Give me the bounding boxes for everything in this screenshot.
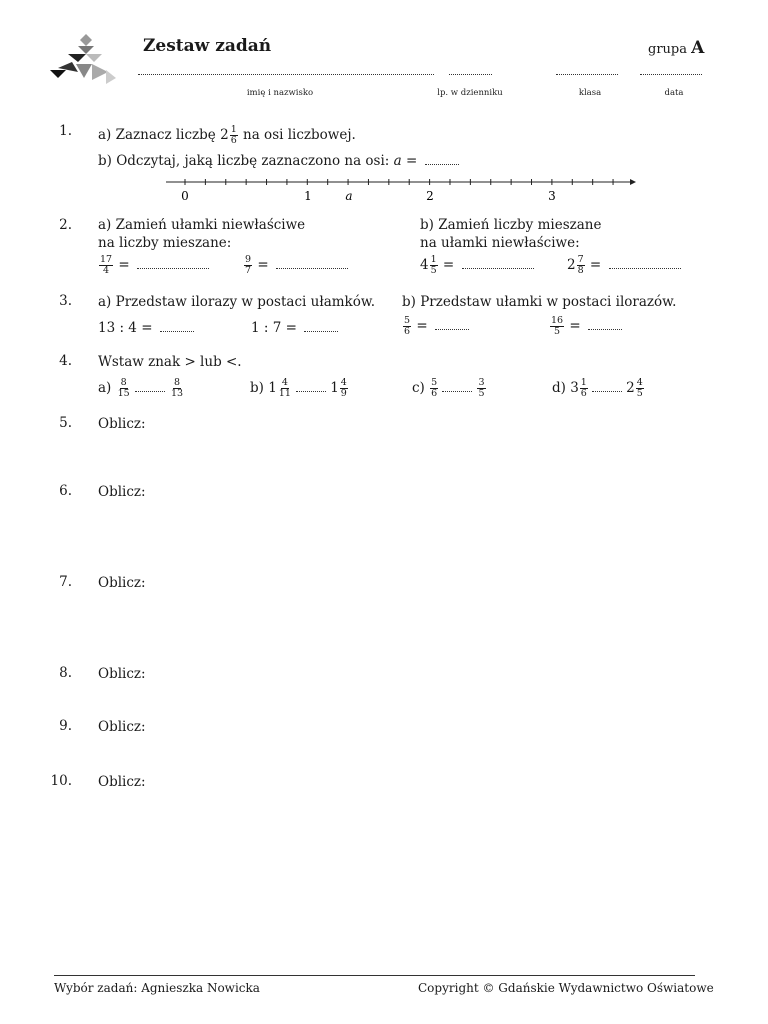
- task-9-number: 9.: [59, 718, 72, 734]
- answer-line[interactable]: [435, 329, 469, 330]
- numerator: 9: [245, 254, 252, 265]
- denominator: 6: [580, 388, 587, 399]
- task-3-number: 3.: [59, 293, 72, 309]
- task-1a-end: na osi liczbowej.: [238, 127, 356, 143]
- denominator: 11: [278, 388, 291, 399]
- task-1b: [98, 153, 459, 169]
- expression: 1 : 7 =: [251, 320, 302, 336]
- numerator: 17: [100, 254, 113, 265]
- fraction-denominator: 6: [230, 135, 237, 146]
- answer-line[interactable]: [609, 268, 681, 269]
- fraction: [403, 316, 411, 337]
- fraction: [430, 378, 438, 399]
- item-label: c): [412, 380, 425, 396]
- task-10-text: Oblicz:: [98, 774, 146, 790]
- roll-number-field-line[interactable]: [449, 74, 492, 75]
- task-3b-item2: $\frac{16}{5}$ =: [549, 316, 622, 337]
- task-2b-item2: 2 $\frac{7}{8}$ =: [567, 255, 681, 276]
- task-5-text: Oblicz:: [98, 416, 146, 432]
- group-value: A: [691, 38, 705, 58]
- task-3b-text: b) Przedstaw ułamki w postaci ilorazów.: [402, 294, 677, 310]
- task-1b-variable: a: [393, 153, 402, 169]
- numerator: 5: [431, 377, 438, 388]
- task-1a: [98, 125, 356, 146]
- whole-part: 4: [420, 257, 429, 273]
- answer-line[interactable]: [304, 331, 338, 332]
- fraction: [244, 255, 252, 276]
- answer-line[interactable]: [462, 268, 534, 269]
- denominator: 6: [431, 388, 438, 399]
- task-1b-text: b) Odczytaj, jaką liczbę zaznaczono na osi:: [98, 153, 394, 169]
- group-label: [648, 38, 704, 58]
- numerator: 7: [577, 254, 584, 265]
- numerator: 1: [430, 254, 437, 265]
- denominator: 15: [117, 388, 130, 399]
- fraction: [170, 378, 184, 399]
- axis-label-0: 0: [181, 189, 189, 203]
- denominator: 5: [636, 388, 643, 399]
- footer-divider: [54, 975, 695, 976]
- fraction: [477, 378, 485, 399]
- date-field-label: data: [664, 88, 684, 98]
- axis-label-2: 2: [426, 189, 434, 203]
- answer-line[interactable]: [137, 268, 209, 269]
- number-line[interactable]: [160, 172, 640, 212]
- whole-part: 2: [567, 257, 576, 273]
- group-label-text: grupa: [648, 42, 687, 57]
- task-2b-item1: 4 $\frac{1}{5}$ =: [420, 255, 534, 276]
- numerator: 8: [120, 377, 127, 388]
- answer-line[interactable]: [588, 329, 622, 330]
- denominator: 8: [577, 265, 584, 276]
- task-4-number: 4.: [59, 353, 72, 369]
- task-2b-line2: na ułamki niewłaściwe:: [420, 235, 580, 251]
- task-8-number: 8.: [59, 665, 72, 681]
- denominator: 5: [478, 388, 485, 399]
- task-2a-line2: na liczby mieszane:: [98, 235, 232, 251]
- task-3a-text: a) Przedstaw ilorazy w postaci ułamków.: [98, 294, 376, 310]
- worksheet-title: Zestaw zadań: [143, 36, 272, 56]
- task-1a-fraction: [230, 125, 238, 146]
- roll-number-field-label: lp. w dzienniku: [437, 88, 503, 98]
- task-2a-item2: $\frac{9}{7}$ =: [243, 255, 348, 276]
- item-label: d) 3: [552, 380, 579, 396]
- denominator: 4: [103, 265, 110, 276]
- task-4c: [412, 378, 487, 399]
- task-3b-item1: $\frac{5}{6}$ =: [402, 316, 469, 337]
- fraction: [550, 316, 564, 337]
- answer-line[interactable]: [592, 391, 622, 392]
- fraction: [636, 378, 644, 399]
- fraction-numerator: 1: [230, 124, 237, 135]
- task-1a-text: a) Zaznacz liczbę 2: [98, 127, 229, 143]
- footer-author: Wybór zadań: Agnieszka Nowicka: [54, 981, 260, 995]
- task-2b-line1: b) Zamień liczby mieszane: [420, 217, 602, 233]
- denominator: 9: [340, 388, 347, 399]
- fraction: [340, 378, 348, 399]
- task-5-number: 5.: [59, 415, 72, 431]
- class-field-line[interactable]: [556, 74, 618, 75]
- denominator: 5: [430, 265, 437, 276]
- whole-part: 2: [626, 380, 635, 396]
- fraction: [117, 378, 131, 399]
- numerator: 4: [636, 377, 643, 388]
- item-label: b) 1: [250, 380, 277, 396]
- task-1b-equals: =: [401, 153, 422, 169]
- task-2-number: 2.: [59, 217, 72, 233]
- numerator: 5: [404, 315, 411, 326]
- footer-copyright: Copyright © Gdańskie Wydawnictwo Oświatowe: [418, 981, 714, 995]
- answer-line[interactable]: [160, 331, 194, 332]
- answer-line[interactable]: [442, 391, 472, 392]
- answer-line[interactable]: [135, 391, 165, 392]
- task-4b: [250, 378, 349, 399]
- task-9-text: Oblicz:: [98, 719, 146, 735]
- task-4a: [98, 378, 185, 399]
- numerator: 4: [281, 377, 288, 388]
- item-label: a): [98, 380, 112, 396]
- tangram-logo: [48, 32, 118, 88]
- numerator: 16: [551, 315, 564, 326]
- date-field-line[interactable]: [640, 74, 702, 75]
- fraction: [430, 255, 438, 276]
- numerator: 8: [174, 377, 181, 388]
- name-field-line[interactable]: [138, 74, 434, 75]
- fraction: [577, 255, 585, 276]
- task-4d: [552, 378, 645, 399]
- numerator: 1: [580, 377, 587, 388]
- task-3a-item2: [251, 320, 338, 336]
- expression: 13 : 4 =: [98, 320, 157, 336]
- class-field-label: klasa: [578, 88, 602, 98]
- answer-line[interactable]: [296, 391, 326, 392]
- task-7-number: 7.: [59, 574, 72, 590]
- fraction: [278, 378, 292, 399]
- task-2a-item1: $\frac{17}{4}$ =: [98, 255, 209, 276]
- task-8-text: Oblicz:: [98, 666, 146, 682]
- task-1-number: 1.: [59, 123, 72, 139]
- task-6-text: Oblicz:: [98, 484, 146, 500]
- whole-part: 1: [330, 380, 339, 396]
- task-7-text: Oblicz:: [98, 575, 146, 591]
- denominator: 5: [554, 326, 561, 337]
- axis-label-1: 1: [304, 189, 312, 203]
- task-2a-line1: a) Zamień ułamki niewłaściwe: [98, 217, 306, 233]
- numerator: 3: [478, 377, 485, 388]
- denominator: 6: [404, 326, 411, 337]
- task-3a-item1: [98, 320, 194, 336]
- task-4-text: Wstaw znak > lub <.: [98, 354, 242, 370]
- denominator: 13: [171, 388, 184, 399]
- answer-line[interactable]: [425, 164, 459, 165]
- fraction: [99, 255, 113, 276]
- axis-label-a: a: [345, 189, 353, 203]
- task-10-number: 10.: [50, 773, 72, 789]
- numerator: 4: [340, 377, 347, 388]
- task-6-number: 6.: [59, 483, 72, 499]
- fraction: [580, 378, 588, 399]
- name-field-label: imię i nazwisko: [246, 88, 314, 98]
- axis-label-3: 3: [548, 189, 556, 203]
- answer-line[interactable]: [276, 268, 348, 269]
- denominator: 7: [245, 265, 252, 276]
